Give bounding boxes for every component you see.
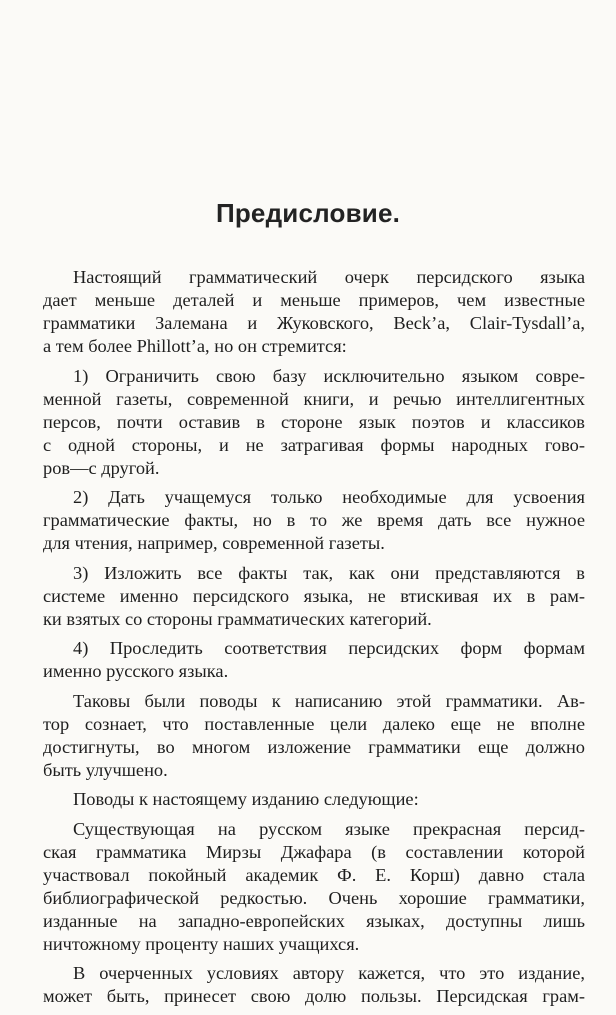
text-line: может быть, принесет свою долю пользы. Персидская грам- <box>43 986 585 1006</box>
text-line: ская грамматика Мирзы Джафара (в составлении которой <box>43 841 585 862</box>
paragraph <box>43 690 585 782</box>
body-text <box>43 266 585 1015</box>
text-line: В очерченных условиях автору кажется, что это издание, <box>73 963 585 983</box>
text-line: участвовал покойный академик Ф. Е. Корш) давно стала <box>43 864 585 885</box>
text-line: персов, почти оставив в стороне язык поэтов и классиков <box>43 411 585 432</box>
text-line: библиографической редкостью. Очень хорошие грамматики, <box>43 887 585 908</box>
text-line: Существующая на русском языке прекрасная персид- <box>73 818 585 839</box>
paragraph <box>43 962 585 1008</box>
text-line: системе именно персидского языка, не втискивая их в рам- <box>43 585 585 606</box>
paragraph <box>43 818 585 956</box>
text-line: быть улучшено. <box>43 759 168 780</box>
text-line: ров—с другой. <box>43 457 160 478</box>
text-line: именно русского языка. <box>43 661 229 681</box>
text-line: а тем более Phillott’a, но он стремится: <box>43 336 347 356</box>
paragraph <box>43 486 585 555</box>
text-line: 4) Проследить соответствия персидских форм формам <box>73 638 585 658</box>
paragraph <box>43 562 585 631</box>
text-line: ки взятых со стороны грамматических категорий. <box>43 608 432 629</box>
text-line: изданные на западно-европейских языках, доступны лишь <box>43 910 585 931</box>
paragraph <box>43 637 585 683</box>
text-line: грамматики Залемана и Жуковского, Beck’a, Clair-Tysdall’a, <box>43 313 585 333</box>
paragraph <box>43 365 585 480</box>
text-line: тор сознает, что поставленные цели далеко еще не вполне <box>43 713 585 734</box>
text-line: 3) Изложить все факты так, как они представляются в <box>73 562 585 583</box>
paragraph <box>43 788 585 811</box>
text-line: достигнуты, во многом изложение грамматики еще должно <box>43 736 585 757</box>
page-title: Предисловие. <box>215 198 401 228</box>
text-line: 1) Ограничить свою базу исключительно языком совре- <box>73 365 585 386</box>
text-line: для чтения, например, современной газеты. <box>43 533 385 553</box>
text-line: менной газеты, современной книги, и речью интеллигентных <box>43 388 585 409</box>
text-line: с одной стороны, и не затрагивая формы народных гово- <box>43 434 585 455</box>
text-line: дает меньше деталей и меньше примеров, чем известные <box>43 290 585 310</box>
text-line: Поводы к настоящему изданию следующие: <box>73 789 419 809</box>
text-line: 2) Дать учащемуся только необходимые для усвоения <box>73 487 585 507</box>
text-line: Настоящий грамматический очерк персидского языка <box>73 267 585 287</box>
paragraph <box>43 266 585 358</box>
text-line: ничтожному проценту наших учащихся. <box>43 933 360 954</box>
text-line: Таковы были поводы к написанию этой грамматики. Ав- <box>73 690 585 711</box>
text-line: грамматические факты, но в то же время дать все нужное <box>43 510 585 530</box>
